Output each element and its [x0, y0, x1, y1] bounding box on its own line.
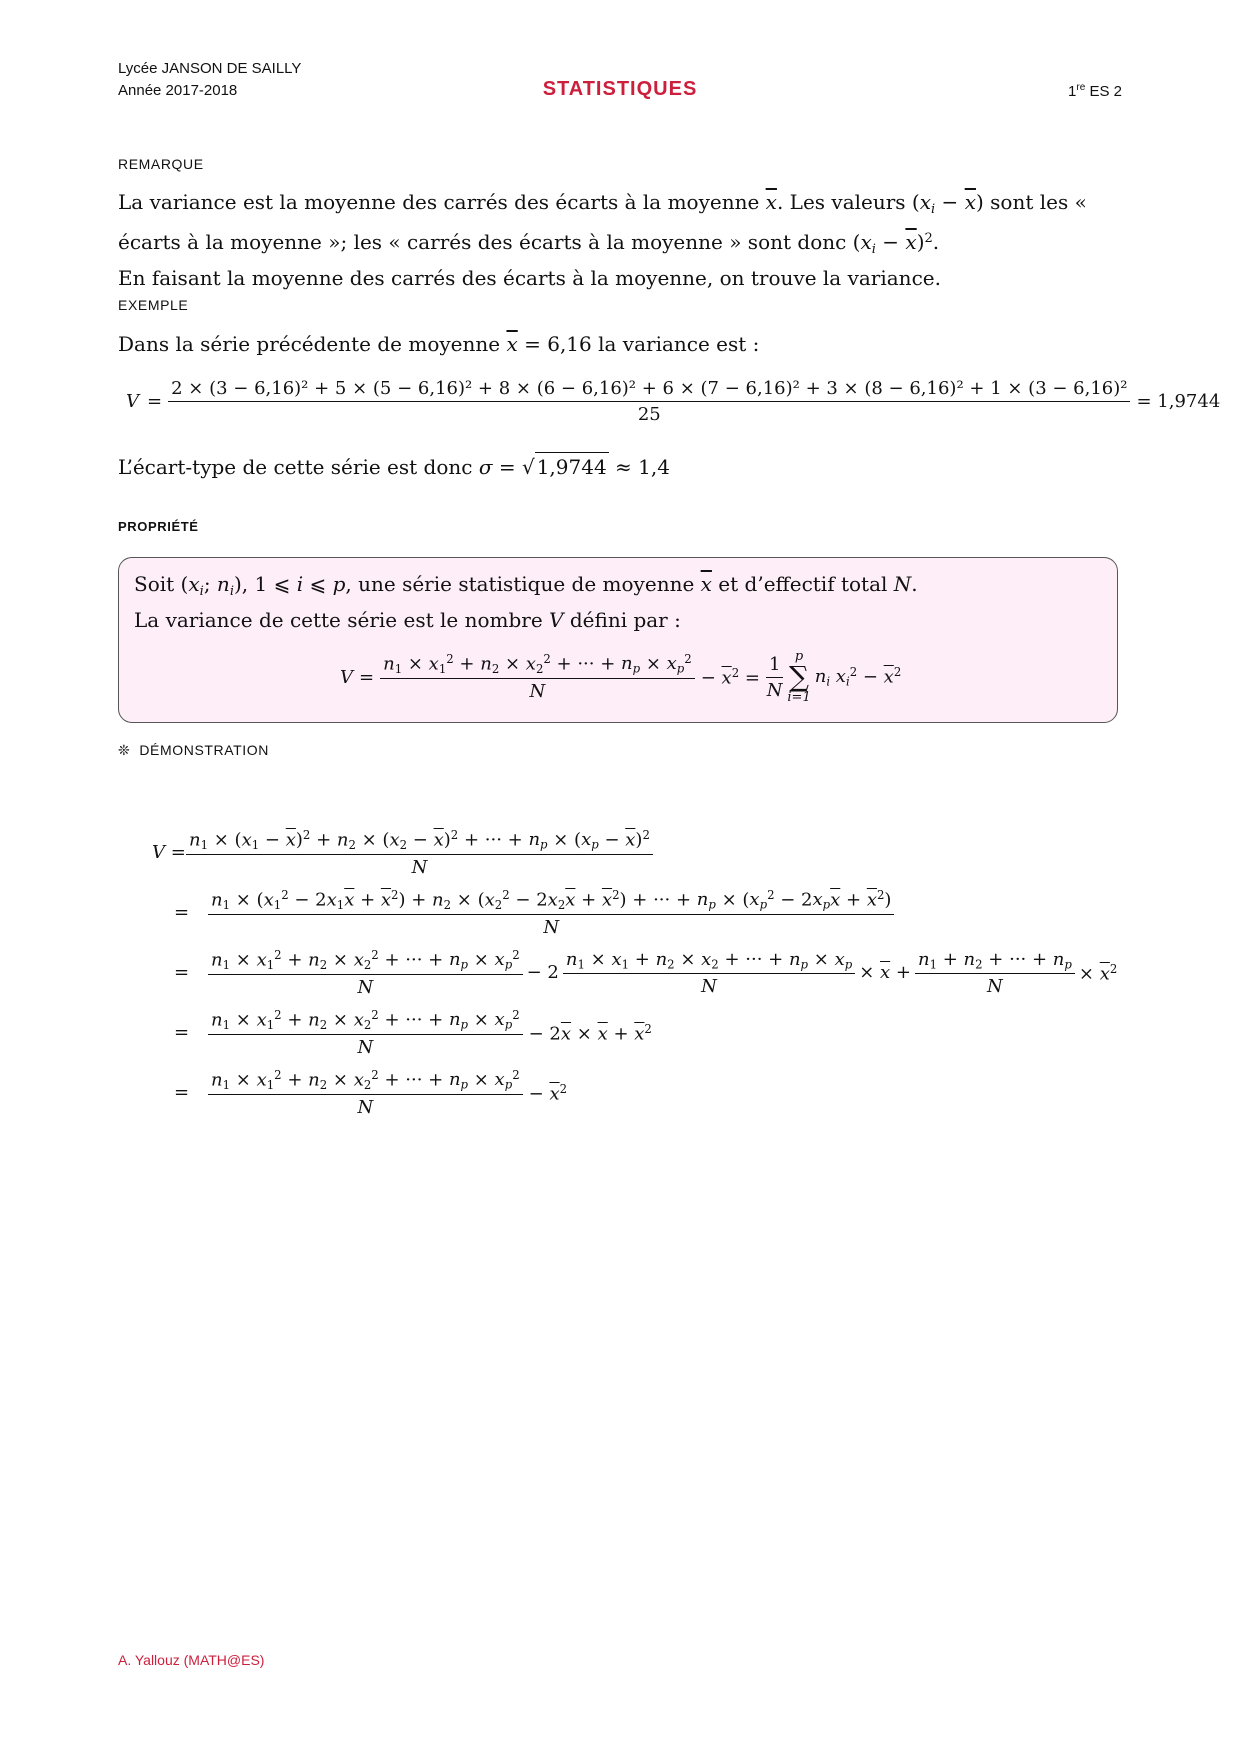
variance-definition-formula: V = $\frac{n_1 \times x_1^2 + n_2 \times x_2^2 + \cdot\cdot\cdot + n_p \times x_p^2}{N}$ − $\overline{x}^2$ = $\frac{1}{N}$ p ∑ i=1 $n_i$ $x_i^2 - \overline{x}^2$ — [340, 649, 902, 705]
demo-step-2: = $n_1 \times (x_1^2 - 2x_1\overline{x} + \overline{x}^2) + n_2 \times (x_2^2 - 2x_2\overline{x} + \overline{x}^2)$ + ··· + $n_p \times (x_p^2 - 2x_p\overline{x} + \overline{x}^2)$ N — [152, 888, 894, 938]
exemple-intro: Dans la série précédente de moyenne $\overline{x} = 6,16$ la variance est : — [118, 332, 760, 356]
demo-step-4: = $\frac{n_1 \times x_1^2 + n_2 \times x_2^2 + \cdot\cdot\cdot + n_p \times x_p^2}{N}$ − $2\overline{x} \times \overline{x} + \overline{x}^2$ — [174, 1008, 652, 1058]
demo-step-3: = $\frac{n_1 \times x_1^2 + n_2 \times x_2^2 + \cdot\cdot\cdot + n_p \times x_p^2}{N}$ − 2 $\frac{n_1 \times x_1 + n_2 \times x_2 + \cdot\cdot\cdot + n_p \times x_p}{N}$ × $\overline{x}$ + $\frac{n_1 + n_2 + \cdot\cdot\cdot + n_p}{N}$ × $\overline{x}^2$ — [174, 948, 1118, 998]
asterisk-icon: ❊ — [118, 742, 131, 758]
school-name: Lycée JANSON DE SAILLY — [118, 60, 302, 77]
footer-author: A. Yallouz (MATH@ES) — [118, 1652, 265, 1668]
class-label: 1re ES 2 — [1068, 82, 1122, 100]
exemple-label: EXEMPLE — [118, 297, 189, 313]
variance-example-fraction: 2 × (3 − 6,16)² + 5 × (5 − 6,16)² + 8 × (6 − 6,16)² + 6 × (7 − 6,16)² + 3 × (8 − 6,16)² + 1 × (3 − 6,16)² 25 — [168, 378, 1130, 425]
remarque-text: La variance est la moyenne des carrés des écarts à la moyenne $\overline{x}$. Les valeurs $(x_i - \overline{x})$ sont les « écarts à la moyenne »; les « carrés des écarts à la moyenne » sont donc $(x_i - \overline{x})^2$. En faisant la moyenne des carrés des écarts à la moyenne, on trouve la variance. — [118, 190, 1087, 290]
page-title: STATISTIQUES — [542, 78, 698, 100]
propriete-label: PROPRIÉTÉ — [118, 519, 199, 534]
school-year: Année 2017-2018 — [118, 82, 238, 99]
demo-step-1: V = $\frac{n_1 \times (x_1 - \overline{x})^2 + n_2 \times (x_2 - \overline{x})^2 + \cdot\cdot\cdot + n_p \times (x_p - \overline{x})^2}{N}$ — [152, 828, 653, 878]
propriete-text: Soit ($x_i$; $n_i$), 1 ⩽ i ⩽ p, une série statistique de moyenne $\overline{x}$ et d’effectif total N. La variance de cette série est le nombre V défini par : — [134, 572, 918, 632]
remarque-label: REMARQUE — [118, 156, 204, 172]
demo-step-5: = $\frac{n_1 \times x_1^2 + n_2 \times x_2^2 + \cdot\cdot\cdot + n_p \times x_p^2}{N}$ − $\overline{x}^2$ — [174, 1068, 568, 1118]
variance-example-formula: V = 2 × (3 − 6,16)² + 5 × (5 − 6,16)² + 8 × (6 − 6,16)² + 6 × (7 − 6,16)² + 3 × (8 − 6,16)² + 1 × (3 − 6,16)² 25 = 1,9744 — [126, 378, 1221, 425]
ecart-type-line: L’écart-type de cette série est donc σ = √ 1,9744 ≈ 1,4 — [118, 452, 1123, 482]
demonstration-label: ❊ DÉMONSTRATION — [118, 742, 269, 758]
